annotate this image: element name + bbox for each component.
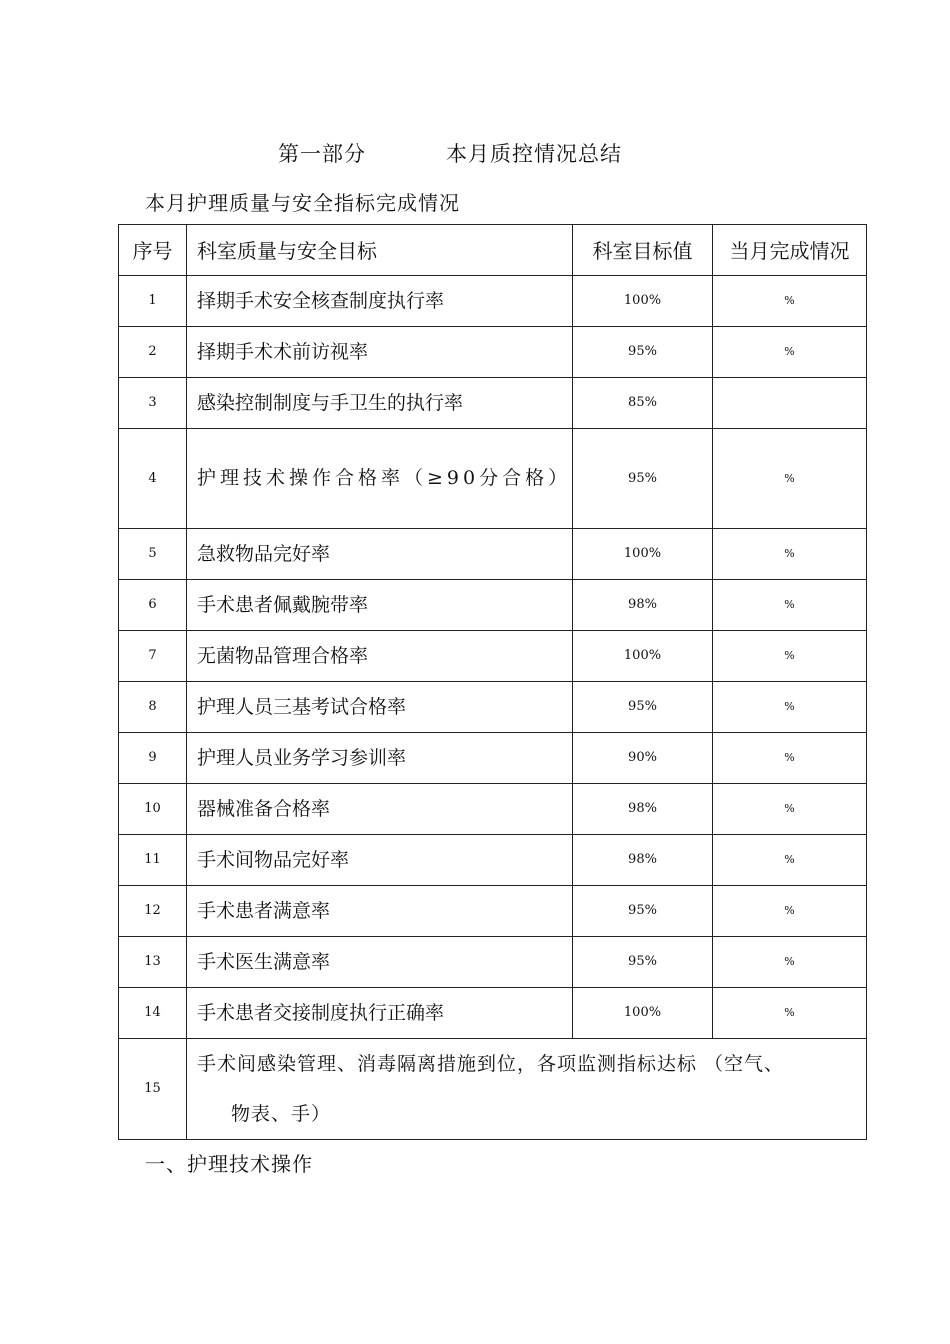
row-goal-line2: 物表、手）	[231, 1102, 332, 1125]
row-goal: 感染控制制度与手卫生的执行率	[187, 377, 573, 428]
table-row	[119, 681, 867, 732]
row-no: 9	[119, 732, 187, 783]
row-goal: 择期手术术前访视率	[187, 326, 573, 377]
row-no: 4	[119, 428, 187, 528]
table-row	[119, 326, 867, 377]
row-goal: 器械准备合格率	[187, 783, 573, 834]
table-row	[119, 834, 867, 885]
row-actual: %	[713, 681, 867, 732]
row-goal: 急救物品完好率	[187, 528, 573, 579]
row-goal: 择期手术安全核查制度执行率	[187, 275, 573, 326]
row-actual: %	[713, 528, 867, 579]
table-row	[119, 936, 867, 987]
table-caption: 本月护理质量与安全指标完成情况	[145, 191, 460, 215]
row-goal: 护理人员三基考试合格率	[187, 681, 573, 732]
table-row	[119, 528, 867, 579]
title-name: 本月质控情况总结	[446, 142, 622, 166]
row-no: 1	[119, 275, 187, 326]
row-target: 100%	[573, 987, 713, 1038]
table-row	[119, 1038, 867, 1139]
row-goal: 手术医生满意率	[187, 936, 573, 987]
row-goal: 护理技术操作合格率（≥90分合格）	[187, 428, 573, 528]
row-goal: 手术患者交接制度执行正确率	[187, 987, 573, 1038]
row-goal-line1: 手术间感染管理、消毒隔离措施到位，各项监测指标达标 （空气、	[197, 1052, 785, 1075]
row-no: 10	[119, 783, 187, 834]
table-row	[119, 783, 867, 834]
row-no: 3	[119, 377, 187, 428]
row-actual: %	[713, 885, 867, 936]
row-actual: %	[713, 428, 867, 528]
table-row	[119, 579, 867, 630]
header-target: 科室目标值	[573, 225, 713, 276]
table-row	[119, 377, 867, 428]
row-goal-merged	[187, 1038, 867, 1139]
row-target: 95%	[573, 681, 713, 732]
row-actual: %	[713, 834, 867, 885]
row-actual: %	[713, 326, 867, 377]
row-no: 11	[119, 834, 187, 885]
table-row	[119, 630, 867, 681]
row-target: 90%	[573, 732, 713, 783]
row-goal: 无菌物品管理合格率	[187, 630, 573, 681]
row-actual: %	[713, 783, 867, 834]
row-no: 8	[119, 681, 187, 732]
row-actual: %	[713, 987, 867, 1038]
row-actual: %	[713, 275, 867, 326]
header-actual: 当月完成情况	[713, 225, 867, 276]
row-target: 100%	[573, 630, 713, 681]
row-no: 7	[119, 630, 187, 681]
row-actual: %	[713, 579, 867, 630]
quality-indicator-table	[118, 224, 867, 1140]
row-no: 5	[119, 528, 187, 579]
row-no: 6	[119, 579, 187, 630]
row-target: 98%	[573, 579, 713, 630]
table-row	[119, 275, 867, 326]
row-no: 15	[119, 1038, 187, 1139]
row-goal: 手术患者佩戴腕带率	[187, 579, 573, 630]
row-target: 98%	[573, 834, 713, 885]
row-no: 13	[119, 936, 187, 987]
row-goal: 手术间物品完好率	[187, 834, 573, 885]
section-heading: 一、护理技术操作	[145, 1152, 313, 1176]
title-part: 第一部分	[278, 142, 366, 166]
row-actual: %	[713, 936, 867, 987]
row-no: 12	[119, 885, 187, 936]
row-target: 85%	[573, 377, 713, 428]
table-row	[119, 885, 867, 936]
row-goal: 手术患者满意率	[187, 885, 573, 936]
row-target: 95%	[573, 428, 713, 528]
row-actual: %	[713, 732, 867, 783]
table-row	[119, 732, 867, 783]
row-no: 14	[119, 987, 187, 1038]
table-row	[119, 428, 867, 528]
row-target: 100%	[573, 528, 713, 579]
table-row	[119, 987, 867, 1038]
row-target: 95%	[573, 936, 713, 987]
row-actual	[713, 377, 867, 428]
row-no: 2	[119, 326, 187, 377]
page-title	[278, 138, 622, 168]
table-header-row	[119, 225, 867, 276]
row-goal: 护理人员业务学习参训率	[187, 732, 573, 783]
header-goal: 科室质量与安全目标	[187, 225, 573, 276]
row-target: 100%	[573, 275, 713, 326]
header-no: 序号	[119, 225, 187, 276]
row-target: 98%	[573, 783, 713, 834]
row-target: 95%	[573, 885, 713, 936]
row-actual: %	[713, 630, 867, 681]
row-target: 95%	[573, 326, 713, 377]
